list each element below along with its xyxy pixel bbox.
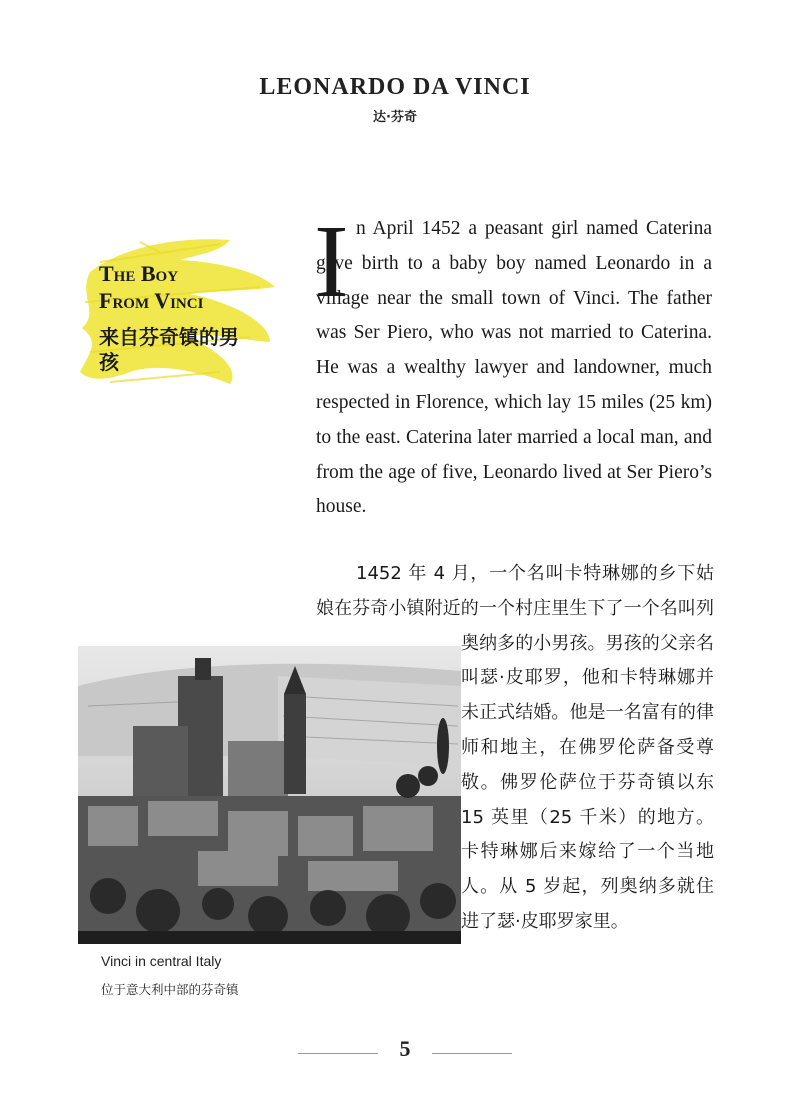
section-title-en xyxy=(99,260,203,314)
page-number: 5 xyxy=(399,1036,411,1061)
section-title-zh: 来自芬奇镇的男孩 xyxy=(99,325,239,374)
chinese-paragraph xyxy=(316,557,714,1096)
book-subtitle: 达·芬奇 xyxy=(373,110,417,125)
drop-cap: I xyxy=(314,204,349,319)
section-title-en-line1: The Boy xyxy=(99,261,179,286)
footer-rule-left xyxy=(298,1053,378,1054)
book-title: LEONARDO DA VINCI xyxy=(259,74,531,100)
footer-rule-right xyxy=(432,1053,512,1054)
english-paragraph xyxy=(314,204,712,525)
chinese-body-text: 1452 年 4 月，一个名叫卡特琳娜的乡下姑娘在芬奇小镇附近的一个村庄里生下了一个名叫列奥纳多的小男孩。男孩的父亲名叫瑟·皮耶罗，他和卡特琳娜并未正式结婚。他是一名富有的律师和地主，在佛罗伦萨备受尊敬。佛罗伦萨位于芬奇镇以东 15 英里（25 千米）的地方。卡特琳娜后来嫁给了一个当地人。从 5 岁起，列奥纳多就住进了瑟·皮耶罗家里。 xyxy=(316,563,714,932)
photo-caption-en: Vinci in central Italy xyxy=(101,953,222,969)
photo-caption-zh: 位于意大利中部的芬奇镇 xyxy=(101,982,239,997)
section-title-en-line2: From Vinci xyxy=(99,288,204,313)
english-body-text: n April 1452 a peasant girl named Caterina gave birth to a baby boy named Leonardo in a village near the small town of Vinci. The father was Ser Piero, who was not married to Caterina. He was a wealthy lawyer and landowner, much respected in Florence, which lay 15 miles (25 km) to the east. Caterina later married a local man, and from the age of five, Leonardo lived at Ser Piero’s house. xyxy=(316,218,712,518)
